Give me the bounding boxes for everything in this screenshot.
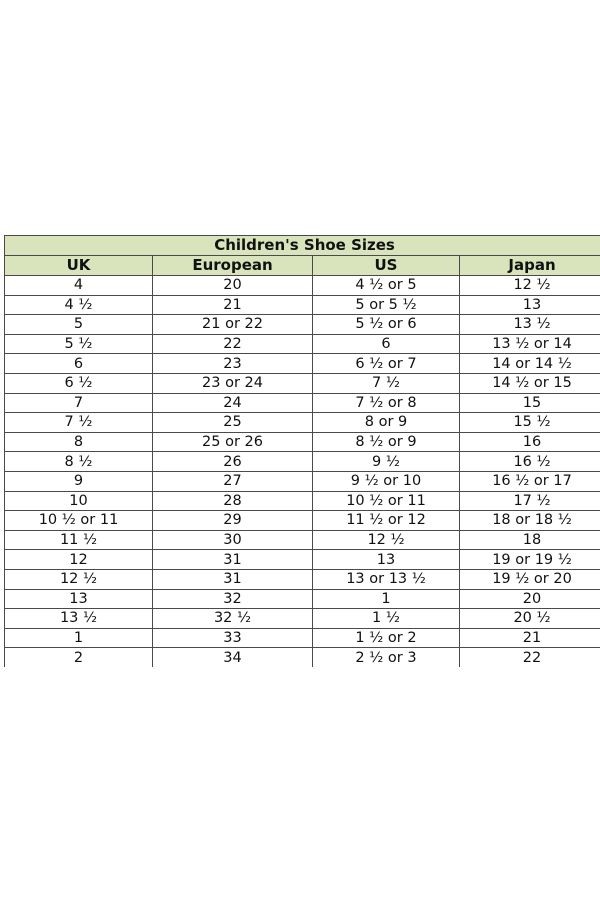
column-header-uk: UK bbox=[5, 256, 153, 276]
table-row bbox=[5, 452, 600, 472]
cell-european: 32 ½ bbox=[153, 609, 313, 629]
cell-us: 8 or 9 bbox=[313, 413, 460, 433]
table-row bbox=[5, 276, 600, 296]
table-row bbox=[5, 511, 600, 531]
table-row bbox=[5, 628, 600, 648]
cell-european: 34 bbox=[153, 648, 313, 667]
cell-european: 30 bbox=[153, 530, 313, 550]
cell-us: 1 ½ bbox=[313, 609, 460, 629]
cell-uk: 1 bbox=[5, 628, 153, 648]
table-header-row bbox=[5, 256, 600, 276]
table-body bbox=[5, 276, 600, 667]
table-row bbox=[5, 315, 600, 335]
cell-japan: 20 ½ bbox=[460, 609, 600, 629]
cell-european: 29 bbox=[153, 511, 313, 531]
cell-japan: 16 ½ bbox=[460, 452, 600, 472]
cell-japan: 13 bbox=[460, 295, 600, 315]
cell-european: 31 bbox=[153, 550, 313, 570]
cell-uk: 4 bbox=[5, 276, 153, 296]
cell-japan: 13 ½ bbox=[460, 315, 600, 335]
table-row bbox=[5, 648, 600, 667]
cell-japan: 17 ½ bbox=[460, 491, 600, 511]
column-header-us: US bbox=[313, 256, 460, 276]
cell-uk: 11 ½ bbox=[5, 530, 153, 550]
cell-european: 28 bbox=[153, 491, 313, 511]
cell-japan: 12 ½ bbox=[460, 276, 600, 296]
table-title-row bbox=[5, 236, 600, 256]
table-row bbox=[5, 354, 600, 374]
cell-uk: 8 ½ bbox=[5, 452, 153, 472]
cell-japan: 19 or 19 ½ bbox=[460, 550, 600, 570]
table-row bbox=[5, 393, 600, 413]
cell-european: 25 or 26 bbox=[153, 432, 313, 452]
cell-european: 21 or 22 bbox=[153, 315, 313, 335]
cell-uk: 6 ½ bbox=[5, 373, 153, 393]
cell-us: 10 ½ or 11 bbox=[313, 491, 460, 511]
cell-uk: 4 ½ bbox=[5, 295, 153, 315]
cell-japan: 15 bbox=[460, 393, 600, 413]
cell-us: 1 ½ or 2 bbox=[313, 628, 460, 648]
table-title: Children's Shoe Sizes bbox=[5, 236, 600, 256]
cell-us: 9 ½ or 10 bbox=[313, 471, 460, 491]
cell-japan: 18 bbox=[460, 530, 600, 550]
cell-us: 1 bbox=[313, 589, 460, 609]
table-row bbox=[5, 550, 600, 570]
cell-us: 13 or 13 ½ bbox=[313, 569, 460, 589]
table-row bbox=[5, 334, 600, 354]
cell-european: 22 bbox=[153, 334, 313, 354]
cell-uk: 12 bbox=[5, 550, 153, 570]
cell-us: 13 bbox=[313, 550, 460, 570]
cell-european: 20 bbox=[153, 276, 313, 296]
cell-us: 12 ½ bbox=[313, 530, 460, 550]
cell-us: 6 ½ or 7 bbox=[313, 354, 460, 374]
table-row bbox=[5, 432, 600, 452]
cell-european: 24 bbox=[153, 393, 313, 413]
cell-european: 23 bbox=[153, 354, 313, 374]
table-row bbox=[5, 471, 600, 491]
cell-european: 26 bbox=[153, 452, 313, 472]
cell-japan: 13 ½ or 14 bbox=[460, 334, 600, 354]
cell-european: 21 bbox=[153, 295, 313, 315]
column-header-european: European bbox=[153, 256, 313, 276]
cell-uk: 5 bbox=[5, 315, 153, 335]
cell-us: 4 ½ or 5 bbox=[313, 276, 460, 296]
cell-uk: 13 ½ bbox=[5, 609, 153, 629]
cell-us: 11 ½ or 12 bbox=[313, 511, 460, 531]
cell-japan: 16 ½ or 17 bbox=[460, 471, 600, 491]
cell-uk: 10 ½ or 11 bbox=[5, 511, 153, 531]
cell-european: 25 bbox=[153, 413, 313, 433]
cell-japan: 20 bbox=[460, 589, 600, 609]
cell-japan: 22 bbox=[460, 648, 600, 667]
cell-uk: 9 bbox=[5, 471, 153, 491]
cell-european: 27 bbox=[153, 471, 313, 491]
cell-uk: 2 bbox=[5, 648, 153, 667]
cell-uk: 6 bbox=[5, 354, 153, 374]
table-row bbox=[5, 530, 600, 550]
cell-us: 5 or 5 ½ bbox=[313, 295, 460, 315]
cell-uk: 8 bbox=[5, 432, 153, 452]
cell-us: 7 ½ or 8 bbox=[313, 393, 460, 413]
cell-japan: 15 ½ bbox=[460, 413, 600, 433]
cell-european: 23 or 24 bbox=[153, 373, 313, 393]
cell-japan: 19 ½ or 20 bbox=[460, 569, 600, 589]
table-row bbox=[5, 589, 600, 609]
cell-uk: 10 bbox=[5, 491, 153, 511]
table-row bbox=[5, 609, 600, 629]
cell-japan: 18 or 18 ½ bbox=[460, 511, 600, 531]
cell-us: 6 bbox=[313, 334, 460, 354]
cell-european: 32 bbox=[153, 589, 313, 609]
cell-uk: 7 bbox=[5, 393, 153, 413]
cell-us: 8 ½ or 9 bbox=[313, 432, 460, 452]
shoe-size-table bbox=[4, 235, 600, 667]
cell-uk: 5 ½ bbox=[5, 334, 153, 354]
cell-us: 2 ½ or 3 bbox=[313, 648, 460, 667]
cell-japan: 16 bbox=[460, 432, 600, 452]
cell-japan: 21 bbox=[460, 628, 600, 648]
cell-us: 5 ½ or 6 bbox=[313, 315, 460, 335]
table-row bbox=[5, 413, 600, 433]
cell-european: 31 bbox=[153, 569, 313, 589]
table-row bbox=[5, 569, 600, 589]
cell-uk: 7 ½ bbox=[5, 413, 153, 433]
column-header-japan: Japan bbox=[460, 256, 600, 276]
cell-european: 33 bbox=[153, 628, 313, 648]
table-row bbox=[5, 373, 600, 393]
table-row bbox=[5, 491, 600, 511]
cell-us: 7 ½ bbox=[313, 373, 460, 393]
cell-uk: 12 ½ bbox=[5, 569, 153, 589]
cell-japan: 14 or 14 ½ bbox=[460, 354, 600, 374]
cell-uk: 13 bbox=[5, 589, 153, 609]
table-row bbox=[5, 295, 600, 315]
cell-japan: 14 ½ or 15 bbox=[460, 373, 600, 393]
cell-us: 9 ½ bbox=[313, 452, 460, 472]
